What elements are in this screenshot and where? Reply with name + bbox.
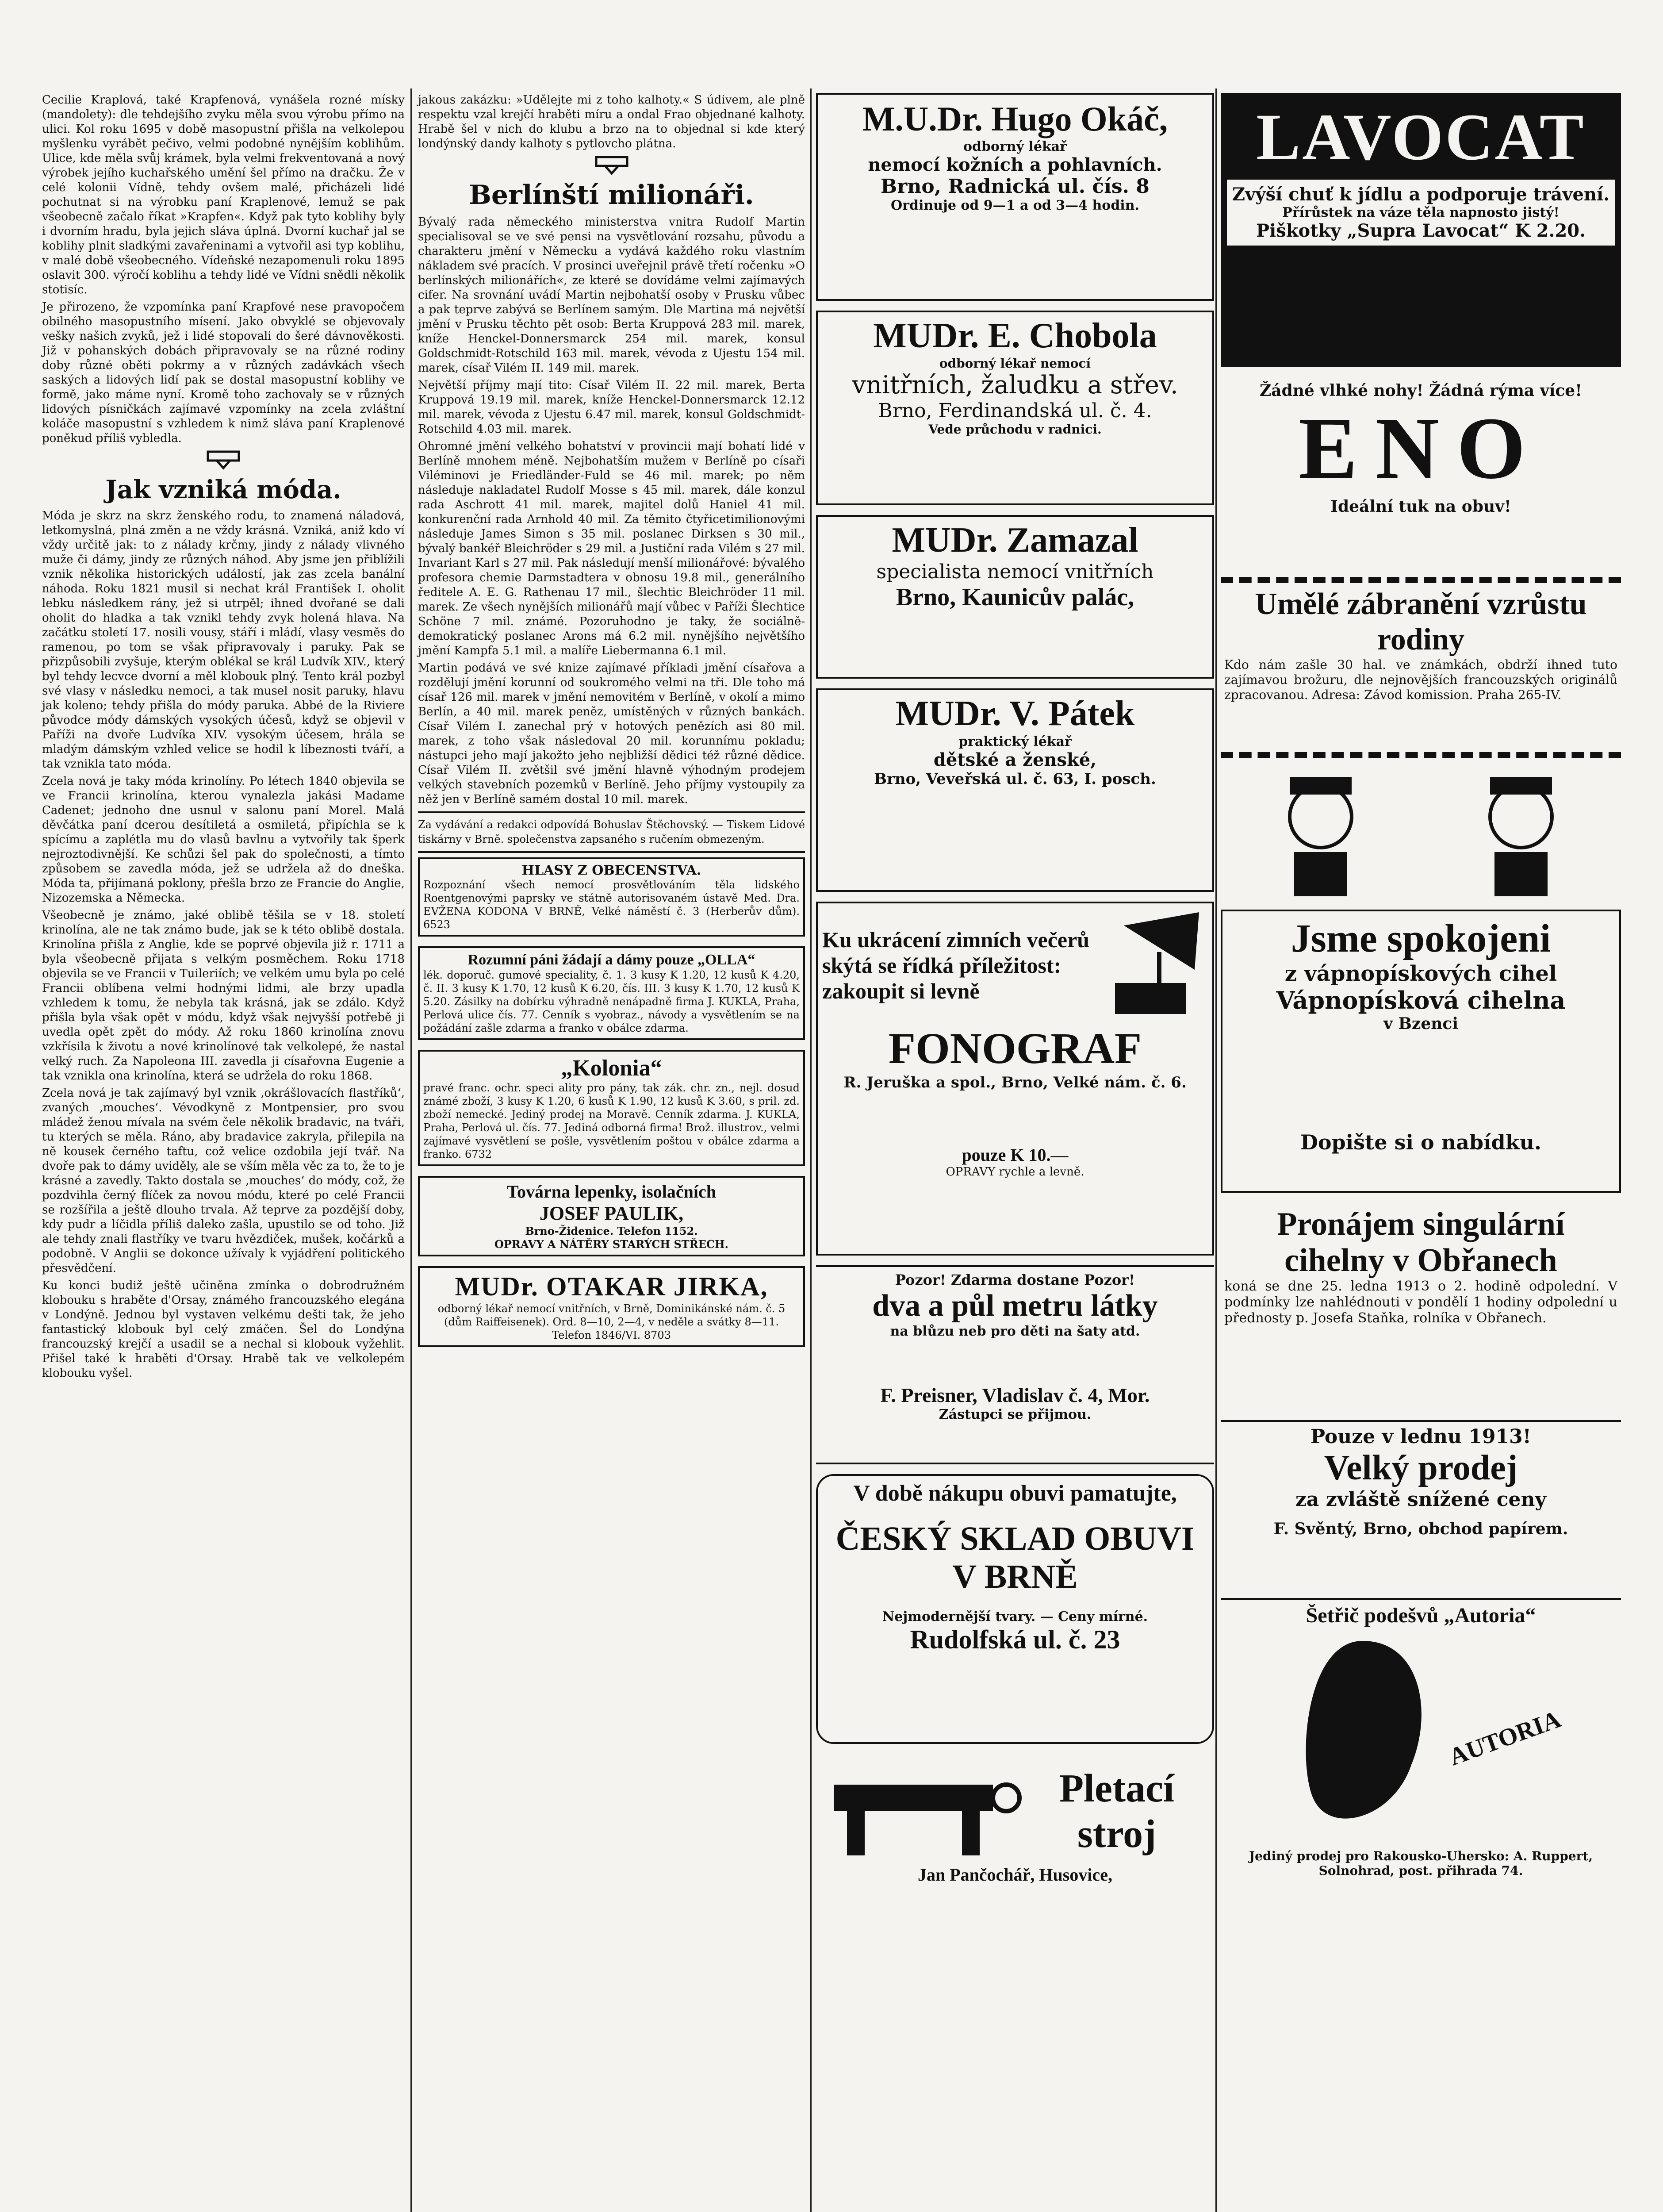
article-paragraph: Zcela nová je tak zajímavý byl vznik ‚okrášlovacích flastříků‘, zvaných ‚mouches‘. Vévodkyně z Montpensier, pro svou mládež ženou mívala na svém čele několik bradavic, na tváři, tu kterých se měla. Ráno, aby bradavice zakryla, přilepila na ně kousek černého taftu, což velice ozdobila její tvář. Na dvoře pak to dámy uviděly, ale se vším měla věc za to, že to je krásné a zavedly. Takto dostala se ‚mouches‘ do módy, což, že pozdvihla černý flíček za novou módu, které po celé Francii se rozšířila a ještě dlouho trvala. Až teprve za pozdější doby, kdy pudr a líčidla příliš daleko zašla, upustilo se od toho. Již ale tehdy znali flastříky ve tvaru hvězdiček, mušek, kočárků a podobně. V Anglii se dokonce užívaly k vyjádření politického přesvědčení. [42,1087,405,1275]
ad-address: Brno, Ferdinandská ul. č. 4. [878,399,1152,422]
ad-sub: praktický lékař [958,734,1072,749]
ad-heading: HLASY Z OBECENSTVA. [521,863,701,878]
article-paragraph: Ohromné jmění velkého bohatství v provincii mají bohatí lidé v Berlíně mnohem méně. Nejbohatším mužem v Berlíně po císaři Viléminovi je Friedländer-Fuld se 46 mil. marek; po něm následuje nakladatel Rudolf Mosse s 45 mil. marek, dále konzul rada Aschrott 41 mil. marek, majitel dolů Haniel 41 mil. konkurenční rada Arnhold 40 mil. Za těmito čtyřicetimilionovými následuje James Simon s 35 mil. poslanec Dirksen s 30 mil., bývalý bankéř Bleichröder s 29 mil. a Justiční rada Vilém s 27 mil. Invariant Karl s 27 mil. Pak následují menší milionářové: bývalého profesora chemie Darmstadtera v obnosu 19.8 mil., generálního ředitele A. E. G. Rathenau 17 mil., šlechtic Bleichröder 11 mil. marek. Ze všech nynějších milionářů mají vůbec v Paříži Šlechtice Schöne 7 mil. známé. Pozoruhodno je taky, že sociálně-demokratický poslanec Arons má 6.2 mil. nynějšího největšího jmění Kampfa 5.1 mil. a malíře Liebermanna 6.1 mil. [418,440,805,657]
ad-chobola [816,311,1214,505]
ad-address: Brno-Židenice. Telefon 1152. [525,1225,698,1237]
ad-hlasy [418,857,805,937]
article-paragraph: Bývalý rada německého ministerstva vnitra Rudolf Martin specialisoval se ve své pensi na vysvětlování rozsahu, původu a charakteru jmění v Německu a vydává každého roku vlastním nákladem své pracích. V prosinci uveřejnil právě třetí ročenku »O berlínských milionářích«, ze které se dovídáme velmi zajímavých cifer. Na srovnání uvádí Martin nejbohatší osoby v Prusku vůbec a pak teprve zabývá se Berlínem samým. Dle Martina má největší jmění v Prusku těchto pět osob: Berta Kruppová 283 mil. marek, kníže Henckel-Donnersmarck 254 mil. marek, konsul Goldschmidt-Rotschild 163 mil. marek, vévoda z Ujestu 154 mil. marek, císař Vilém II. 149 mil. marek. [418,215,805,375]
article-paragraph: Cecilie Kraplová, také Krapfenová, vynášela rozné mísky (mandolety): dle tehdejšího zvyku měla svou výrobu přímo na ulici. Kol roku 1695 v době masopustní přišla na velkolepou myšlenku vyrábět pečivo, velmi podobné nynějším koblihům. Ulice, kde měla svůj krámek, byla velmi frekventovaná a nový výrobek jejího kuchařského umění šel přímo na dračku. Že v celé kolonii Vídně, tehdy ovšem malé, přicházeli lidé pochutnat si na výrobku paní Kraplenové, lemuž se pak všeobecně začalo říkat »Krapfen«. Když pak tyto koblihy byly i dvorním hradu, byla jejich sláva úplná. Dvorní kuchař jal se koblihy plnit sladkými zavařeninami a vytvořil asi typ koblihu, v malé době všeobecného. Vídeňské nezapomenuli roku 1895 oslavit 300. výročí koblihu a tehdy lidé ve Vídni snědli několik stotisíc. [42,93,405,296]
ornament-icon [42,446,405,472]
knitting-machine-icon [820,1758,1024,1864]
ad-title: dva a půl metru látky [872,1289,1158,1323]
ad-note: Ideální tuk na obuv! [1330,497,1511,516]
ad-footer: Dopište si o nabídku. [1300,1130,1542,1154]
ad-title: Pronájem singulární cihelny v Obřanech [1277,1206,1565,1279]
ad-sub: specialista nemocí vnitřních [876,561,1154,583]
article-paragraph: jakous zakázku: »Udělejte mi z toho kalhoty.« S údivem, ale plně respektu vzal krejčí hraběti míru a ondal Frao objednané kalhoty. Hrabě šel v nich do klubu a brzo na to objednal si kde který londýnský dandy kalhoty s pytlovcho plátna. [418,93,805,150]
ad-text: Kdo nám zašle 30 hal. ve známkách, obdrží ihned tuto zajímavou brožuru, dle nejnovějších francouzských originálů zpracovanou. Adresa: Závod komission. Praha 265-IV. [1224,657,1617,702]
article-paragraph: Je přirozeno, že vzpomínka paní Krapfové nese pravopočem obilného masopustního mísení. Jako obvyklé se objevovaly vešky našich zvyků, jež i lidé stopovali do šeré dávnověkosti. Již v pohanských dobách připravovaly se na různé rodiny doby různé oběti pokrmy a v různých zadávkách všech saských a lidových lidí pak se dostal masopustní koblihy ve formě, jako máme nyní. Kromě toho zachovaly se v různých lidových písničkách zajímavé vzpomínky na zcela zvláštní koláče masopustní s vzhledem k nimž sláva paní Kraplenové poněkud příliš vybledla. [42,300,405,445]
ad-address: Brno, Kaunicův palác, [896,584,1134,611]
ad-line: Nejmodernější tvary. — Ceny mírné. [882,1609,1148,1624]
ad-line: nemocí kožních a pohlavních. [868,154,1162,175]
ad-footer: Jediný prodej pro Rakousko-Uhersko: A. Ruppert, Solnohrad, post. přihrada 74. [1249,1849,1593,1878]
ad-title: Velký prodej [1324,1448,1518,1487]
column-4 [1221,93,1621,1909]
ad-text: Rozpoznání všech nemocí prosvětlováním těla lidského Roentgenovými paprsky ve státně autorisovaném ústavě Med. Dra. EVŽENA KODONA V BRNĚ, Velké náměstí č. 3 (Herberův dům). 6523 [423,879,800,931]
ad-text: koná se dne 25. ledna 1913 o 2. hodině odpolední. V podmínky lze nahlédnouti v pondělí 1 hodiny odpolední u přednosty p. Josefa Staňka, rolníka v Obřanech. [1224,1279,1617,1326]
ad-jirka [418,1266,805,1347]
ad-hours: Ordinuje od 9—1 a od 3—4 hodin. [891,198,1139,213]
ad-pletaci [816,1754,1214,1917]
ad-okac [816,93,1214,301]
ad-heading: MUDr. E. Chobola [873,316,1157,355]
ad-text: OPRAVY A NÁTĚRY STARÝCH STŘECH. [494,1238,729,1251]
ad-title: AUTORIA [1445,1705,1564,1771]
shoe-sole-icon [1279,1632,1447,1844]
ad-note: Přírůstek na váze těla napnosto jistý! [1282,205,1560,220]
ad-price: Piškotky „Supra Lavocat“ K 2.20. [1256,220,1586,241]
ad-figures [1221,768,1621,901]
ad-title: FONOGRAF [888,1024,1142,1073]
ad-autoria [1221,1598,1621,1899]
ad-text: odborný lékař nemocí vnitřních, v Brně, Dominikánské nám. č. 5 (dům Raiffeisenek). Ord. 8—10, 2—4, v neděle a svátky 8—11. Telefon 1846/VI. 8703 [437,1302,786,1341]
ad-heading: „Kolonia“ [561,1056,662,1081]
ad-kolonia [418,1050,805,1166]
ad-heading: Pouze v lednu 1913! [1310,1425,1531,1448]
ad-firm: R. Jeruška a spol., Brno, Velké nám. č. 6. [843,1074,1187,1091]
ad-heading: Rozumní páni žádají a dámy pouze „OLLA“ [467,952,755,968]
ad-note: OPRAVY rychle a levně. [946,1165,1084,1179]
ad-paulik [418,1176,805,1256]
ad-text: pravé franc. ochr. speci ality pro pány, tak zák. chr. zn., nejl. dosud známé zboží, 3 kusy K 1.20, 6 kusů K 1.90, 12 kusů K 3.60, s pril. zd. zboží nemecké. Jediný prodej na Moravě. Cenník zdarma. J. KUKLA, Praha, Perlová ul. čís. 77. Jediná odborná firma! Brož. illustrov., velmi zajímavé vysvětlení se pošle, vysvětlením poštou v obálce zdarma a franko. 6732 [423,1082,800,1160]
article-headline: Berlínští milionáři. [469,180,754,211]
ad-text: lék. doporuč. gumové speciality, č. 1. 3 kusy K 1.20, 12 kusů K 4.20, č. II. 3 kusy K 1.70, 12 kusů K 6.20, čís. III. 3 kusy K 1.70, 12 kusů K 5.20. Zásilky na dobírku výhradně nenápadně firma J. KUKLA, Praha, Perlová ulice čís. 77. Cenník s vyobraz., návody a vysvětlením se na požádání zašle zdarma a franko v obálce zdarma. [423,969,800,1034]
ad-firm: F. Svěntý, Brno, obchod papírem. [1273,1520,1568,1538]
ad-line: Zvýší chuť k jídlu a podporuje trávení. [1232,184,1610,205]
divider [418,851,805,853]
ad-place: v Bzenci [1383,1014,1458,1033]
ad-heading: Pozor! Zdarma dostane Pozor! [895,1271,1135,1288]
ad-line: vnitřních, žaludku a střev. [852,371,1178,399]
ad-prodej [1221,1420,1621,1588]
ad-zamazal [816,515,1214,679]
ad-firm: F. Preisner, Vladislav č. 4, Mor. [880,1384,1150,1406]
ad-eno [1221,377,1621,567]
column-2 [418,93,805,1357]
article-headline: Jak vzniká móda. [105,475,341,504]
ad-pronajem [1221,1202,1621,1410]
article-paragraph: Zcela nová je taky móda krinolíny. Po létech 1840 objevila se ve Francii krinolína, kterou vynalezla jakási Madame Cadenet; jednoho dne usnul v salonu paní Morel. Malá děvčátka paní dcerou desítiletá a osmiletá, připíchla se k spícímu a zaplétla mu do vlasů bavlnu a vytvořily tak šperk nejroztodivnější. Ke schůzi šel pak do společnosti, a tímto způsobem se zavedla móda, jež se udržela až do dneška. Móda ta, přijímaná poklony, přešla brzo ze Francie do Anglie, Nizozemska a Německa. [42,775,405,905]
ad-firm: Jan Pančochář, Husovice, [918,1865,1112,1885]
ad-title: Jsme spokojeni [1291,917,1551,960]
divider [418,811,805,813]
ad-heading: Žádné vlhké nohy! Žádná rýma více! [1259,381,1583,400]
article-paragraph: Největší příjmy mají tito: Císař Vilém II. 22 mil. marek, Berta Kruppová 19.19 mil. marek, kníže Henckel-Donnersmarck 12.12 mil. marek, vévoda z Ujestu 6.47 mil. marek, konsul Goldschmidt-Rotschild 4.03 mil. marek. [418,379,805,436]
column-rule [1215,88,1217,2212]
man-figure-icon [1254,768,1387,901]
article-paragraph: Móda je skrz na skrz ženského rodu, to znamená náladová, letkomyslná, plná změn a ne vždy krásná. Vzniká, aniž kdo ví vždy určitě jak: to z nálady krčmy, jindy z nálady vlivného muže či dámy, jindy ze různých náhod. Aby jsme jen přiblížili vznik několika historických událostí, jak zas zcela banální náhoda. Roku 1821 musil si nechat král František I. oholit lebku následkem rány, jež si utrpěl; ihned dvořané se dali oholit do hladka a tak vznikl tehdy zvyk holená hlava. Na začátku století 17. nosili vousy, stáří i mládí, vlasy vesměs do ramenou, po tom se však připravovaly i paruky. Pak se přizpůsobili zvyšuje, kterým oblékal se král Ludvík XIV., který byl tehdy lecvce dvorní a měl klobouk plný. Tento král pozbyl své vlasy v následku nemoci, a tak musel nosit paruky, hlavu jak koleno; tehdy přišla do módy paruka. Abbé de la Riviere původce módy dámských vysokých účesů, když se objevil v Paříži na dvoře Ludvíka XIV. vysokým účesem, hrála se mladým dámským vzhled velice se hodil k líbeznosti tváří, a tak vznikla tato móda. [42,509,405,771]
ad-price: pouze K 10.— [962,1145,1069,1165]
ad-line: za zvláště snížené ceny [1295,1488,1547,1511]
ad-note: Vede průchodu v radnici. [928,422,1102,437]
ad-sub: odborný lékař [963,139,1067,154]
ornament-icon [418,151,805,178]
article-paragraph: Ku konci budiž ještě učiněna zmínka o dobrodružném klobouku s hraběte d'Orsay, známého francouzského elegána v Londýně. Jednou byl vystaven velkému dešti tak, že jeho fantastický klobouk byl celý zmáčen. Šel do Londýna francouzský krejčí a usadil se a nechal si klobouk vyžehlit. Přišel také k hraběti d'Orsay. Hrabě tak ve velkolepém klobouku vyšel. [42,1279,405,1380]
ad-title: Pletací stroj [1059,1767,1174,1856]
ad-address: Brno, Radnická ul. čís. 8 [881,175,1150,198]
ad-name: JOSEF PAULIK, [539,1202,684,1224]
ad-line: dětské a ženské, [933,749,1097,770]
ad-heading: V době nákupu obuvi pamatujte, [853,1481,1177,1506]
gramophone-icon [1106,908,1208,1023]
ad-heading: M.U.Dr. Hugo Okáč, [862,100,1168,138]
ad-lavocat [1221,93,1621,367]
ad-heading: Továrna lepenky, isolačních [506,1182,717,1202]
ad-note: Zástupci se přijmou. [939,1407,1092,1422]
article-paragraph: Všeobecně je známo, jaké oblibě těšila se v 18. století krinolína, ale ne tak známo bude, jak se k této oblibě dostala. Krinolína přišla z Anglie, kde se poprvé objevila již r. 1711 a byla všeobecně přijata s velkým posměchem. Roku 1718 objevila se ve Francii v Tuileriích; ve velkém umu byla po celé Francii oblíbena velmi hodnými lidmi, ale brzy upadla vzhledem k tomu, že nebyla tak krásná, jak se zdálo. Když přišla byla však opět v módu, když však nejvyšší potřebě ji uvedla opět zpět do módy. Až roku 1860 krinolína znovu vzkřísila k životu a nové krinolínové tak velkolepé, že nastal velký ruch. Za Napoleona III. zavedla ji císařovna Eugenie a tak vznikla ona krinolína, která se udržela do roku 1868. [42,909,405,1083]
ad-heading: Ku ukrácení zimních večerů skýtá se řídká příležitost: zakoupit si levně [822,927,1090,1003]
ad-latky [816,1265,1214,1464]
ad-heading: MUDr. Zamazal [892,521,1138,560]
ad-heading: MUDr. OTAKAR JIRKA, [455,1272,768,1301]
ad-rodiny [1221,577,1621,758]
ad-title: ČESKÝ SKLAD OBUVI V BRNĚ [835,1520,1195,1595]
ad-olla [418,946,805,1040]
ad-address: Rudolfská ul. č. 23 [910,1625,1120,1654]
ad-sub: odborný lékař nemocí [939,356,1091,371]
ad-obuv [816,1474,1214,1744]
ad-heading: Šetřič podešvů „Autoria“ [1306,1604,1536,1627]
column-3 [816,93,1214,1927]
ad-heading: MUDr. V. Pátek [895,694,1135,733]
column-rule [410,88,412,2212]
ad-title: Umělé zábranění vzrůstu rodiny [1255,587,1587,657]
ad-name: Vápnopísková cihelna [1276,986,1566,1014]
column-rule [810,88,812,2212]
ad-sub: z vápnopískových cihel [1284,961,1557,986]
ad-title: ENO [1298,399,1544,497]
ad-title: LAVOCAT [1256,100,1586,174]
ad-sub: na blůzu neb pro děti na šaty atd. [890,1324,1140,1339]
imprint: Za vydávání a redakci odpovídá Bohuslav Štěchovský. — Tiskem Lidové tiskárny v Brně. společenstva zapsaného s ručením obmezeným. [418,818,805,845]
ad-address: Brno, Veveřská ul. č. 63, I. posch. [874,770,1156,788]
man-figure-icon [1455,768,1587,901]
article-paragraph: Martin podává ve své knize zajímavé příkladi jmění císařova a rozdělují jmění korunní od soukromého velmi na tři. Dle toho má císař 126 mil. marek v jmění nemovitém v Berlíně, v okolí a mimo Berlín, a 40 mil. marek peněz, umístěných v různých bankách. Císař Vilém I. zanechal prý v hotových penězích asi 80 mil. marek, z toho však následoval 20 mil. korunnímu pokladu; nástupci jeho mají jakožto jeho nejbližší dědici též různé dědice. Císař Vilém II. zvětšil své jmění hlavně výhodným prodejem velkých stavebních pozemků v Berlíně. Jeho příjmy vystoupily za něž jen v Berlíně samém dostal 10 mil. marek. [418,661,805,806]
ad-patek [816,688,1214,892]
column-1 [42,93,405,1381]
ad-fonograf [816,902,1214,1256]
ad-spokojeni [1221,910,1621,1193]
